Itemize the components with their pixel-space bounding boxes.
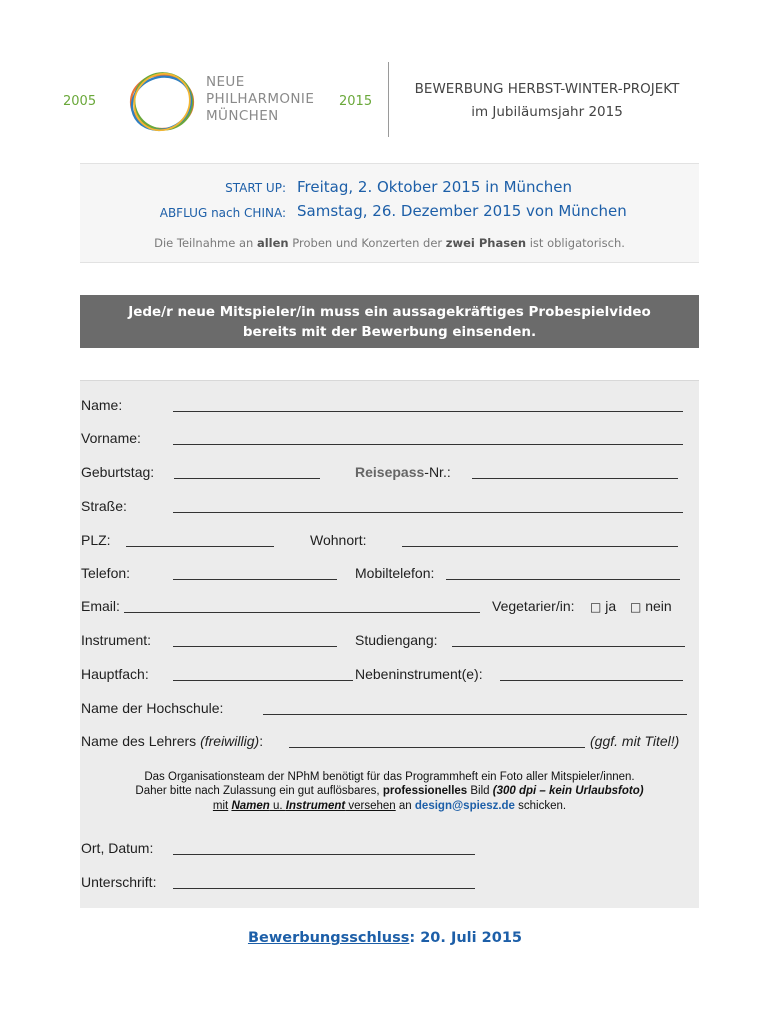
logo-line: MÜNCHEN xyxy=(206,108,279,124)
strasse-label: Straße: xyxy=(81,498,127,514)
nebeninstrument-label: Nebeninstrument(e): xyxy=(355,666,483,682)
lehrer-text: Name des Lehrers xyxy=(81,733,197,749)
photo-note-text: versehen xyxy=(345,800,396,812)
note-text: Die Teilnahme an xyxy=(154,236,257,250)
photo-note-spec: (300 dpi – kein Urlaubsfoto) xyxy=(492,785,644,797)
flight-label: ABFLUG nach CHINA: xyxy=(159,206,286,220)
studiengang-field[interactable] xyxy=(452,646,685,647)
reisepass-suffix: -Nr.: xyxy=(424,464,451,480)
telefon-label: Telefon: xyxy=(81,565,131,581)
hauptfach-field[interactable] xyxy=(173,680,353,681)
ja-label: ja xyxy=(605,598,617,614)
reisepass-label xyxy=(355,464,451,480)
year-right: 2015 xyxy=(339,94,373,109)
logo-line: PHILHARMONIE xyxy=(206,91,315,107)
photo-note-line: Das Organisationsteam der NPhM benötigt für das Programmheft ein Foto aller Mitspieler/innen. xyxy=(144,771,635,783)
start-label: START UP: xyxy=(225,181,286,195)
checkbox-icon[interactable]: □ xyxy=(590,600,602,614)
email-field[interactable] xyxy=(124,612,480,613)
note-text: Proben und Konzerten der xyxy=(288,236,446,250)
photo-note-text: an xyxy=(395,800,415,812)
flight-date: Samstag, 26. Dezember 2015 von München xyxy=(297,202,627,220)
wohnort-field[interactable] xyxy=(402,546,678,547)
deadline-date: 20. Juli 2015 xyxy=(415,930,523,946)
video-requirement-banner xyxy=(80,295,699,348)
lehrer-field[interactable] xyxy=(289,747,585,748)
plz-label: PLZ: xyxy=(81,532,111,548)
titel-note: (ggf. mit Titel!) xyxy=(590,733,680,749)
deadline-colon: : xyxy=(409,930,416,946)
photo-note-text: schicken. xyxy=(514,800,567,812)
note-text: ist obligatorisch. xyxy=(526,236,625,250)
photo-note-text: u. xyxy=(269,800,286,812)
vegetarier-nein-option[interactable] xyxy=(630,598,672,614)
unterschrift-field[interactable] xyxy=(173,888,475,889)
studiengang-label: Studiengang: xyxy=(355,632,438,648)
year-left: 2005 xyxy=(63,94,97,109)
geburtstag-label: Geburtstag: xyxy=(81,464,155,480)
vegetarier-label: Vegetarier/in: xyxy=(492,598,575,614)
photo-note-bold: Instrument xyxy=(285,800,346,812)
page-title: BEWERBUNG HERBST-WINTER-PROJEKT xyxy=(414,81,680,97)
logo-line: NEUE xyxy=(206,74,245,90)
email-link[interactable]: design@spiesz.de xyxy=(414,800,515,812)
banner-line: Jede/r neue Mitspieler/in muss ein aussagekräftiges Probespielvideo xyxy=(128,304,651,320)
page-subtitle: im Jubiläumsjahr 2015 xyxy=(471,104,623,120)
geburtstag-field[interactable] xyxy=(174,478,320,479)
photo-note-line xyxy=(80,785,699,797)
attendance-note xyxy=(80,236,699,250)
reisepass-field[interactable] xyxy=(472,478,678,479)
header-divider xyxy=(388,62,389,137)
wohnort-label: Wohnort: xyxy=(310,532,367,548)
photo-note-text: Bild xyxy=(467,785,493,797)
instrument-field[interactable] xyxy=(173,646,337,647)
banner-line: bereits mit der Bewerbung einsenden. xyxy=(242,324,537,340)
vorname-field[interactable] xyxy=(173,444,683,445)
photo-note-line xyxy=(80,800,699,812)
strasse-field[interactable] xyxy=(173,512,683,513)
note-emphasis: zwei Phasen xyxy=(445,236,527,250)
hauptfach-label: Hauptfach: xyxy=(81,666,149,682)
lehrer-label xyxy=(81,733,263,749)
photo-note-bold: Namen xyxy=(231,800,270,812)
email-label: Email: xyxy=(81,598,120,614)
hochschule-label: Name der Hochschule: xyxy=(81,700,224,716)
photo-note-bold: professionelles xyxy=(382,785,468,797)
plz-field[interactable] xyxy=(126,546,274,547)
unterschrift-label: Unterschrift: xyxy=(81,874,157,890)
logo-rings-icon xyxy=(126,70,198,134)
logo-wordmark xyxy=(206,74,314,125)
lehrer-colon: : xyxy=(259,733,264,749)
ort-datum-field[interactable] xyxy=(173,854,475,855)
vorname-label: Vorname: xyxy=(81,430,141,446)
name-label: Name: xyxy=(81,397,123,413)
ort-datum-label: Ort, Datum: xyxy=(81,840,154,856)
vegetarier-ja-option[interactable] xyxy=(590,598,616,614)
nein-label: nein xyxy=(645,598,672,614)
mobiltelefon-field[interactable] xyxy=(446,579,680,580)
mobiltelefon-label: Mobiltelefon: xyxy=(355,565,435,581)
deadline-label: Bewerbungsschluss xyxy=(247,930,410,946)
deadline xyxy=(0,930,770,946)
checkbox-icon[interactable]: □ xyxy=(630,600,642,614)
telefon-field[interactable] xyxy=(173,579,337,580)
start-date: Freitag, 2. Oktober 2015 in München xyxy=(297,178,573,196)
reisepass-bold: Reisepass xyxy=(355,464,425,480)
nebeninstrument-field[interactable] xyxy=(500,680,683,681)
photo-note-text: Daher bitte nach Zulassung ein gut auflösbares, xyxy=(135,785,383,797)
name-field[interactable] xyxy=(173,411,683,412)
instrument-label: Instrument: xyxy=(81,632,152,648)
lehrer-optional: (freiwillig) xyxy=(200,733,260,749)
note-emphasis: allen xyxy=(256,236,289,250)
photo-note-text: mit xyxy=(212,800,229,812)
hochschule-field[interactable] xyxy=(263,714,687,715)
